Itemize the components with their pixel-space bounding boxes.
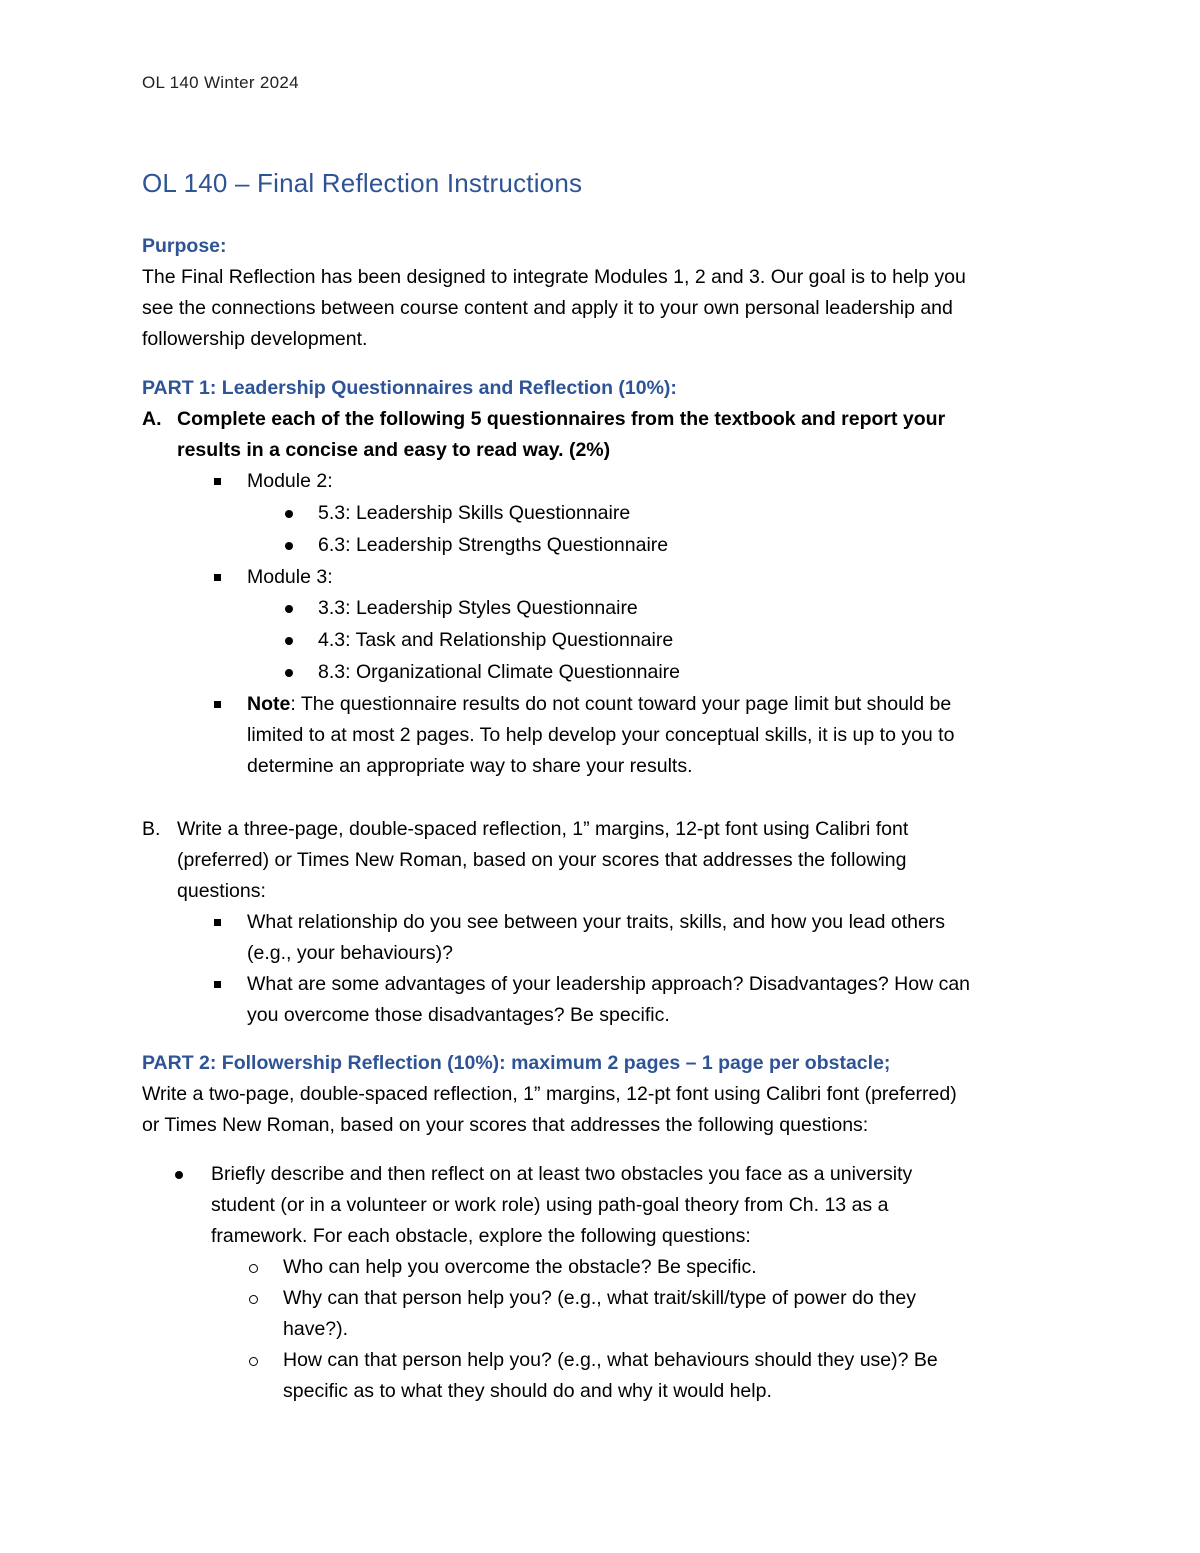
square-bullet-icon: [214, 981, 221, 988]
part2-bullet-line: Briefly describe and then reflect on at least two obstacles you face as a university: [211, 1163, 913, 1185]
part2-subitem-line: have?).: [283, 1318, 349, 1340]
hollow-circle-bullet-icon: [249, 1295, 258, 1304]
round-bullet-icon: [175, 1171, 183, 1179]
part2-bullet-line: framework. For each obstacle, explore the following questions:: [211, 1225, 751, 1247]
part2-subitem-line: How can that person help you? (e.g., what behaviours should they use)? Be: [283, 1349, 938, 1371]
item-b-line: Write a three-page, double-spaced reflection, 1” margins, 12-pt font using Calibri font: [177, 818, 909, 840]
round-bullet-icon: [285, 637, 293, 645]
square-bullet-icon: [214, 478, 221, 485]
page-header: OL 140 Winter 2024: [142, 73, 299, 92]
item-b-bullet-line: (e.g., your behaviours)?: [247, 942, 453, 964]
note-text: : The questionnaire results do not count toward your page limit but should be: [290, 693, 952, 715]
module2-label: Module 2:: [247, 470, 333, 492]
note-line: limited to at most 2 pages. To help develop your conceptual skills, it is up to you to: [247, 724, 955, 746]
module2-item: 5.3: Leadership Skills Questionnaire: [318, 502, 631, 524]
module3-item: 4.3: Task and Relationship Questionnaire: [318, 629, 674, 651]
purpose-line: The Final Reflection has been designed to integrate Modules 1, 2 and 3. Our goal is to help you: [142, 266, 966, 288]
round-bullet-icon: [285, 605, 293, 613]
item-a-marker: A.: [142, 408, 162, 430]
note-line: [247, 689, 951, 720]
module3-item: 8.3: Organizational Climate Questionnaire: [318, 661, 681, 683]
part2-heading: PART 2: Followership Reflection (10%): maximum 2 pages – 1 page per obstacle;: [142, 1052, 891, 1074]
item-b-line: questions:: [177, 880, 266, 902]
item-b-bullet-line: What are some advantages of your leadership approach? Disadvantages? How can: [247, 973, 971, 995]
square-bullet-icon: [214, 574, 221, 581]
part2-subitem-line: Why can that person help you? (e.g., what trait/skill/type of power do they: [283, 1287, 916, 1309]
module3-label: Module 3:: [247, 566, 333, 588]
round-bullet-icon: [285, 510, 293, 518]
module2-item: 6.3: Leadership Strengths Questionnaire: [318, 534, 669, 556]
purpose-heading: Purpose:: [142, 235, 227, 257]
item-a-line: results in a concise and easy to read way. (2%): [177, 439, 611, 461]
part2-bullet-line: student (or in a volunteer or work role) using path-goal theory from Ch. 13 as a: [211, 1194, 889, 1216]
part2-subitem-line: Who can help you overcome the obstacle? Be specific.: [283, 1256, 757, 1278]
purpose-line: see the connections between course content and apply it to your own personal leadership and: [142, 297, 953, 319]
item-b-bullet-line: you overcome those disadvantages? Be specific.: [247, 1004, 670, 1026]
hollow-circle-bullet-icon: [249, 1264, 258, 1273]
part2-line: or Times New Roman, based on your scores that addresses the following questions:: [142, 1114, 869, 1136]
hollow-circle-bullet-icon: [249, 1357, 258, 1366]
square-bullet-icon: [214, 919, 221, 926]
note-label: Note: [247, 693, 291, 715]
purpose-line: followership development.: [142, 328, 368, 350]
item-a-line: Complete each of the following 5 questionnaires from the textbook and report your: [177, 408, 946, 430]
part2-line: Write a two-page, double-spaced reflection, 1” margins, 12-pt font using Calibri font (preferred): [142, 1083, 957, 1105]
item-b-marker: B.: [142, 818, 161, 840]
item-b-line: (preferred) or Times New Roman, based on your scores that addresses the following: [177, 849, 907, 871]
square-bullet-icon: [214, 701, 221, 708]
part2-subitem-line: specific as to what they should do and why it would help.: [283, 1380, 772, 1402]
item-b-bullet-line: What relationship do you see between your traits, skills, and how you lead others: [247, 911, 946, 933]
module3-item: 3.3: Leadership Styles Questionnaire: [318, 597, 638, 619]
note-line: determine an appropriate way to share your results.: [247, 755, 693, 777]
round-bullet-icon: [285, 669, 293, 677]
document-title: OL 140 – Final Reflection Instructions: [142, 168, 583, 198]
part1-heading: PART 1: Leadership Questionnaires and Reflection (10%):: [142, 377, 677, 399]
round-bullet-icon: [285, 542, 293, 550]
